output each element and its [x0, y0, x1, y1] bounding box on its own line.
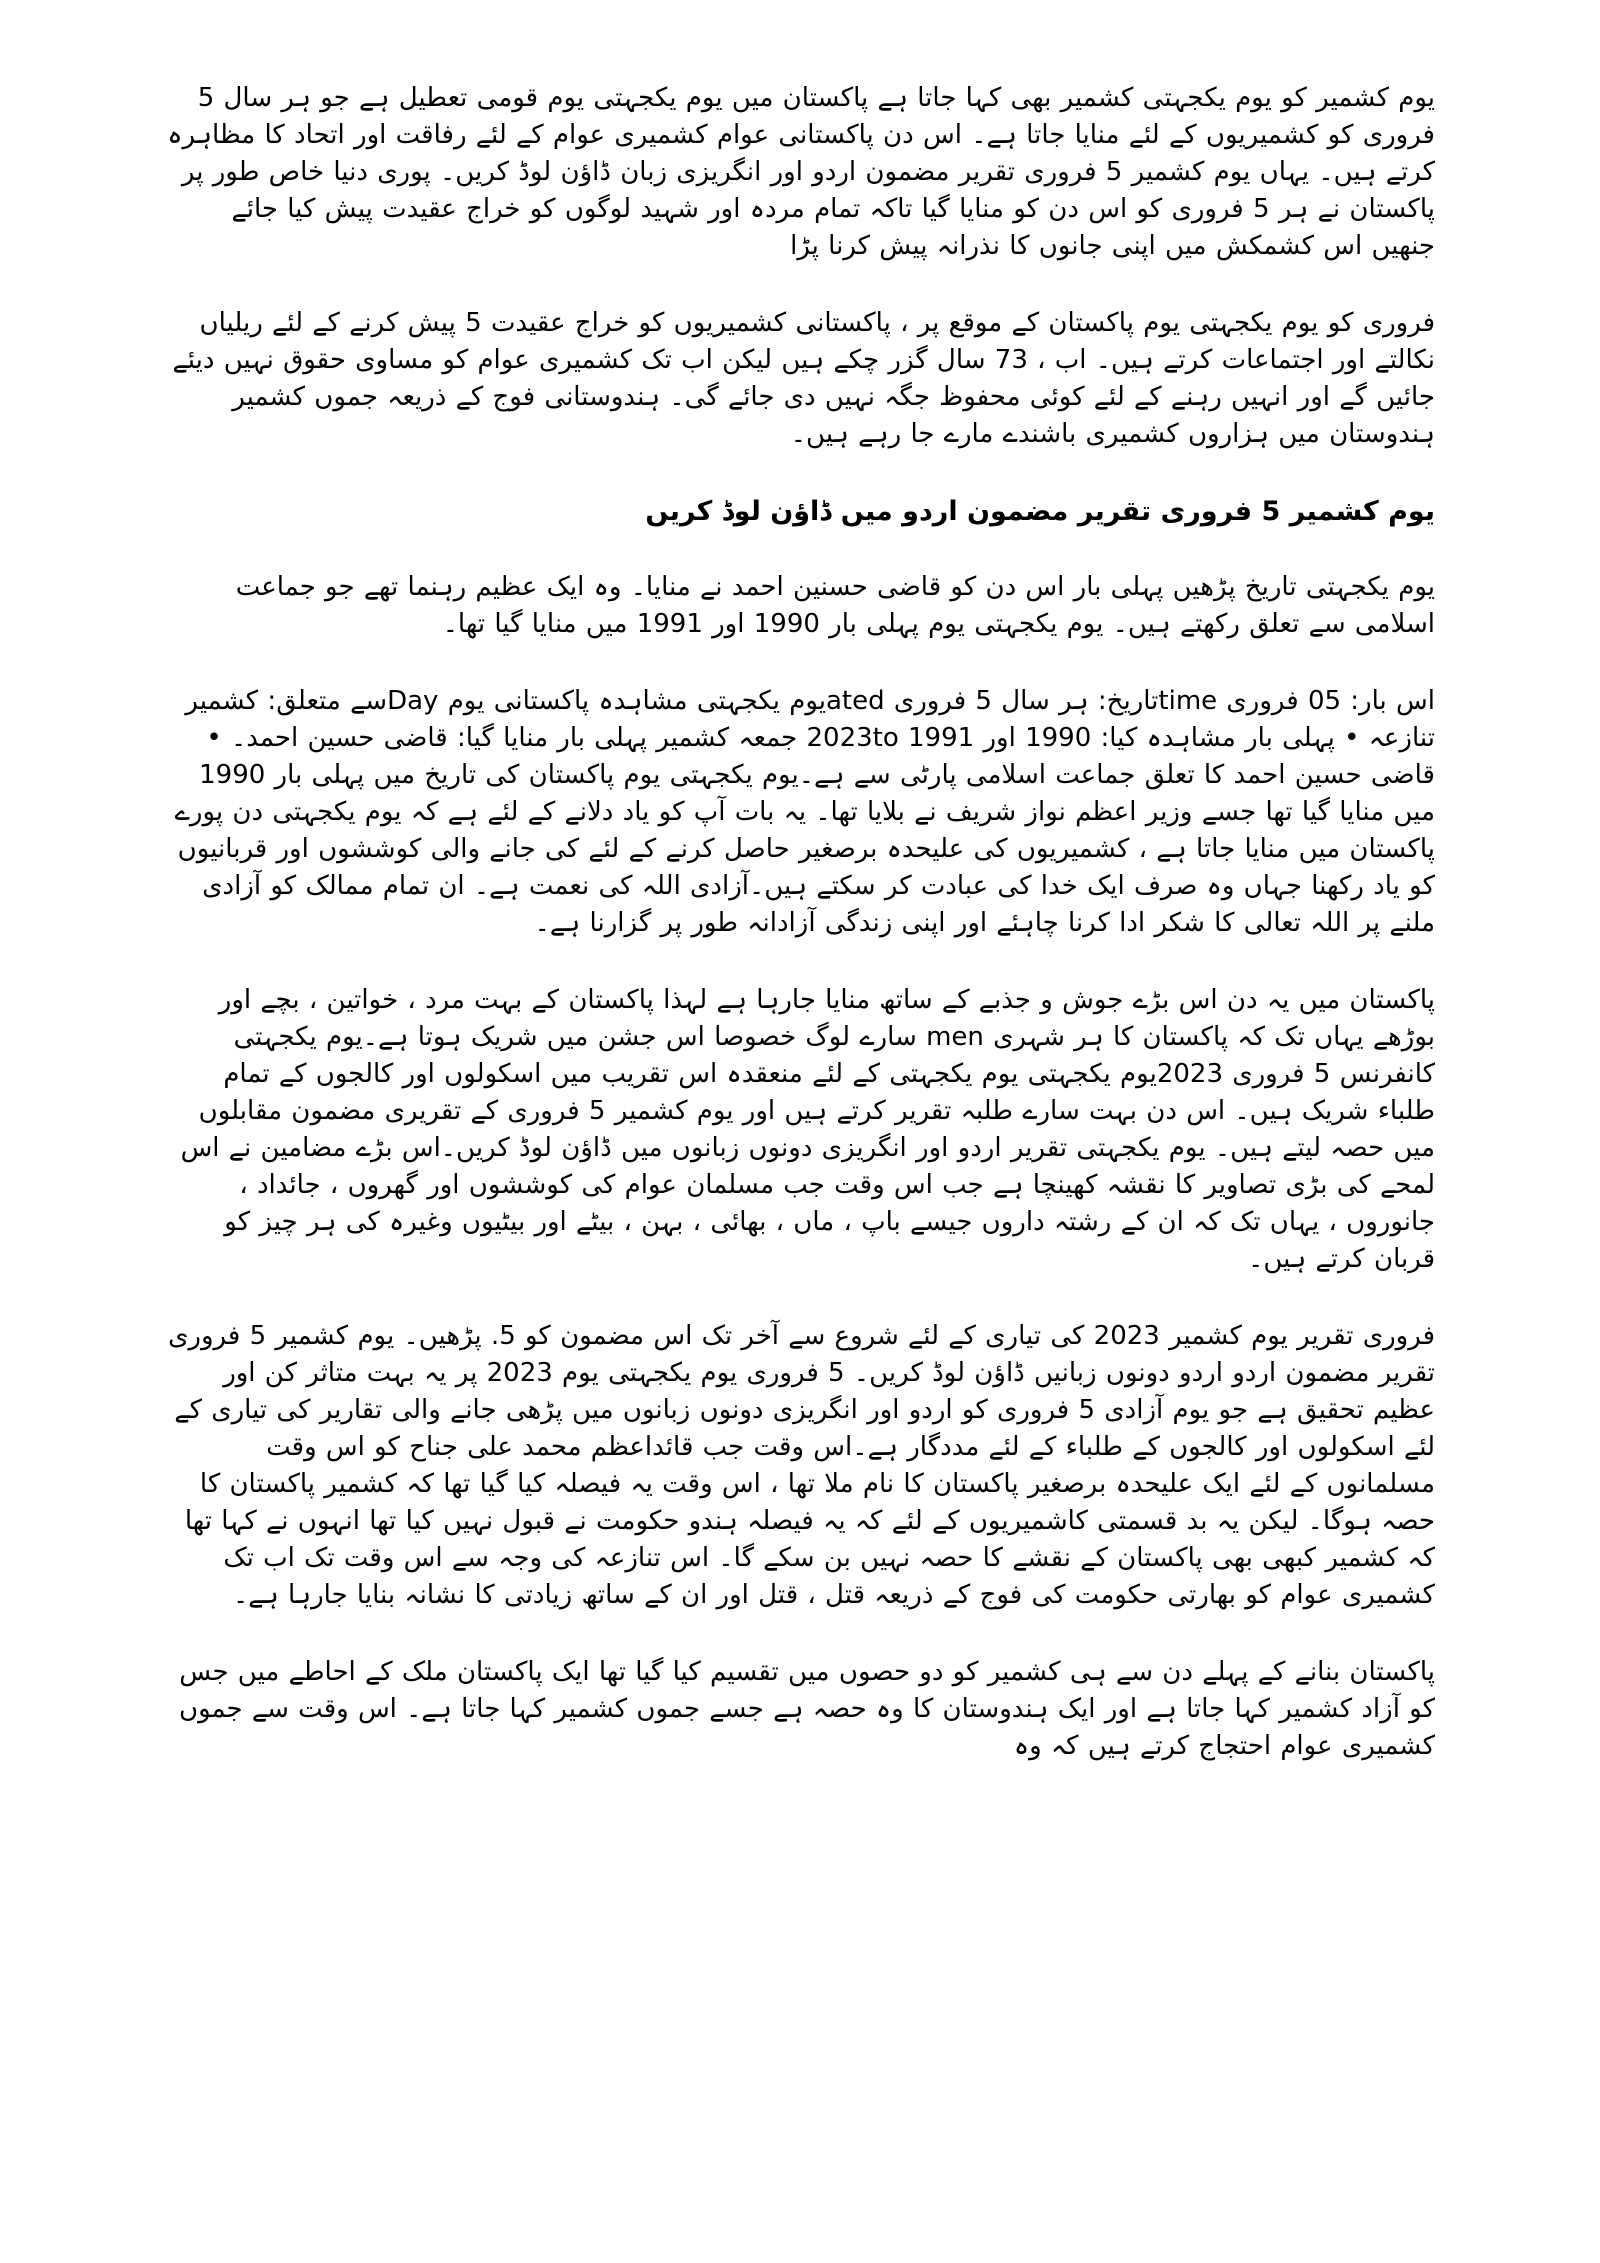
intro-paragraph-kashmir-day: یوم کشمیر کو یوم یکجہتی کشمیر بھی کہا جاتا ہے پاکستان میں یوم یکجہتی یوم قومی تعطیل ہے جو ہر سال 5 فروری کو کشمیریوں کے لئے منایا جاتا ہے۔ اس دن پاکستانی عوام کشمیری عوام کے لئے رفاقت اور اتحاد کا مظاہرہ کرتے ہیں۔ یہاں یوم کشمیر 5 فروری تقریر مضمون اردو اور انگریزی زبان ڈاؤن لوڈ کریں۔ پوری دنیا خاص طور پر پاکستان نے ہر 5 فروری کو اس دن کو منایا گیا تاکہ تمام مردہ اور شہید لوگوں کو خراج عقیدت پیش کیا جائے جنھیں اس کشمکش میں اپنی جانوں کا نذرانہ پیش کرنا پڑا	[167, 83, 1435, 261]
paragraph-celebrations-schools: پاکستان میں یہ دن اس بڑے جوش و جذبے کے ساتھ منایا جارہا ہے لہذا پاکستان کے بہت مرد ، خواتین ، بچے اور بوڑھے یہاں تک کہ پاکستان کا ہر شہری men سارے لوگ خصوصا اس جشن میں شریک ہوتا ہے۔یوم یکجہتی کانفرنس 5 فروری 2023یوم یکجہتی یوم یکجہتی کے لئے منعقدہ اس تقریب میں اسکولوں اور کالجوں کے تمام طلباء شریک ہیں۔ اس دن بہت سارے طلبہ تقریر کرتے ہیں اور یوم کشمیر 5 فروری کے تقریری مضمون مقابلوں میں حصہ لیتے ہیں۔ یوم یکجہتی تقریر اردو اور انگریزی دونوں زبانوں میں ڈاؤن لوڈ کریں۔اس بڑے مضامین نے اس لمحے کی بڑی تصاویر کا نقشہ کھینچا ہے جب اس وقت جب مسلمان عوام کی کوششوں اور گھروں ، جائداد ، جانوروں ، یہاں تک کہ ان کے رشتہ داروں جیسے باپ ، ماں ، بھائی ، بہن ، بیٹے اور بیٹیوں وغیرہ کی ہر چیز کو قربان کرتے ہیں۔	[180, 985, 1435, 1274]
paragraph-tribute-rallies: فروری کو یوم یکجہتی یوم پاکستان کے موقع پر ، پاکستانی کشمیریوں کو خراج عقیدت 5 پیش کرنے کے لئے ریلیاں نکالتے اور اجتماعات کرتے ہیں۔ اب ، 73 سال گزر چکے ہیں لیکن اب تک کشمیری عوام کو مساوی حقوق نہیں دیئے جائیں گے اور انہیں رہنے کے لئے کوئی محفوظ جگہ نہیں دی جائے گی۔ ہندوستانی فوج کے ذریعہ جموں کشمیر ہندوستان میں ہزاروں کشمیری باشندے مارے جا رہے ہیں۔	[172, 308, 1435, 449]
paragraph-kashmir-partition: پاکستان بنانے کے پہلے دن سے ہی کشمیر کو دو حصوں میں تقسیم کیا گیا تھا ایک پاکستان ملک کے احاطے میں جس کو آزاد کشمیر کہا جاتا ہے اور ایک ہندوستان کا وہ حصہ ہے جسے جموں کشمیر کہا جاتا ہے۔ اس وقت سے جموں کشمیری عوام احتجاج کرتے ہیں کہ وہ	[178, 1657, 1435, 1761]
paragraph-facts-and-observance: اس بار: 05 فروری timeتاریخ: ہر سال 5 فروری atedیوم یکجہتی مشاہدہ پاکستانی یوم Dayسے متعلق: کشمیر تنازعہ • پہلی بار مشاہدہ کیا: 1990 اور 2023to 1991 جمعہ کشمیر پہلی بار منایا گیا: قاضی حسین احمد۔ • قاضی حسین احمد کا تعلق جماعت اسلامی پارٹی سے ہے۔یوم یکجہتی یوم پاکستان کی تاریخ میں پہلی بار 1990 میں منایا گیا تھا جسے وزیر اعظم نواز شریف نے بلایا تھا۔ یہ بات آپ کو یاد دلانے کے لئے ہے کہ یوم یکجہتی دن پورے پاکستان میں منایا جاتا ہے ، کشمیریوں کی علیحدہ برصغیر حاصل کرنے کے لئے کی جانے والی کوششوں اور قربانیوں کو یاد رکھنا جہاں وہ صرف ایک خدا کی عبادت کر سکتے ہیں۔آزادی اللہ کی نعمت ہے۔ ان تمام ممالک کو آزادی ملنے پر اللہ تعالی کا شکر ادا کرنا چاہئے اور اپنی زندگی آزادانہ طور پر گزارنا ہے۔	[174, 686, 1435, 938]
paragraph-solidarity-history: یوم یکجہتی تاریخ پڑھیں پہلی بار اس دن کو قاضی حسنین احمد نے منایا۔ وہ ایک عظیم رہنما تھے جو جماعت اسلامی سے تعلق رکھتے ہیں۔ یوم یکجہتی یوم پہلی بار 1990 اور 1991 میں منایا گیا تھا۔	[235, 572, 1435, 639]
section-heading-download-speech: یوم کشمیر 5 فروری تقریر مضمون اردو میں ڈاؤن لوڈ کریں	[645, 496, 1435, 527]
paragraph-speech-preparation-jinnah: فروری تقریر یوم کشمیر 2023 کی تیاری کے لئے شروع سے آخر تک اس مضمون کو 5. پڑھیں۔ یوم کشمیر 5 فروری تقریر مضمون اردو اردو دونوں زبانیں ڈاؤن لوڈ کریں۔ 5 فروری یوم یکجہتی یوم 2023 پر یہ بہت متاثر کن اور عظیم تحقیق ہے جو یوم آزادی 5 فروری کو اردو اور انگریزی دونوں زبانوں میں پڑھی جانے والی تقاریر کی تیاری کے لئے اسکولوں اور کالجوں کے طلباء کے لئے مددگار ہے۔اس وقت جب قائداعظم محمد علی جناح کو اس وقت مسلمانوں کے لئے ایک علیحدہ برصغیر پاکستان کا نام ملا تھا ، اس وقت یہ فیصلہ کیا گیا تھا کہ کشمیر پاکستان کا حصہ ہوگا۔ لیکن یہ بد قسمتی کاشمیریوں کے لئے کہ یہ فیصلہ ہندو حکومت نے قبول نہیں کیا تھا انہوں نے کہا تھا کہ کشمیر کبھی بھی پاکستان کے نقشے کا حصہ نہیں بن سکے گا۔ اس تنازعہ کی وجہ سے اس وقت تک اب تک کشمیری عوام کو بھارتی حکومت کی فوج کے ذریعہ قتل ، قتل اور ان کے ساتھ زیادتی کا نشانہ بنایا جارہا ہے۔	[168, 1321, 1435, 1610]
